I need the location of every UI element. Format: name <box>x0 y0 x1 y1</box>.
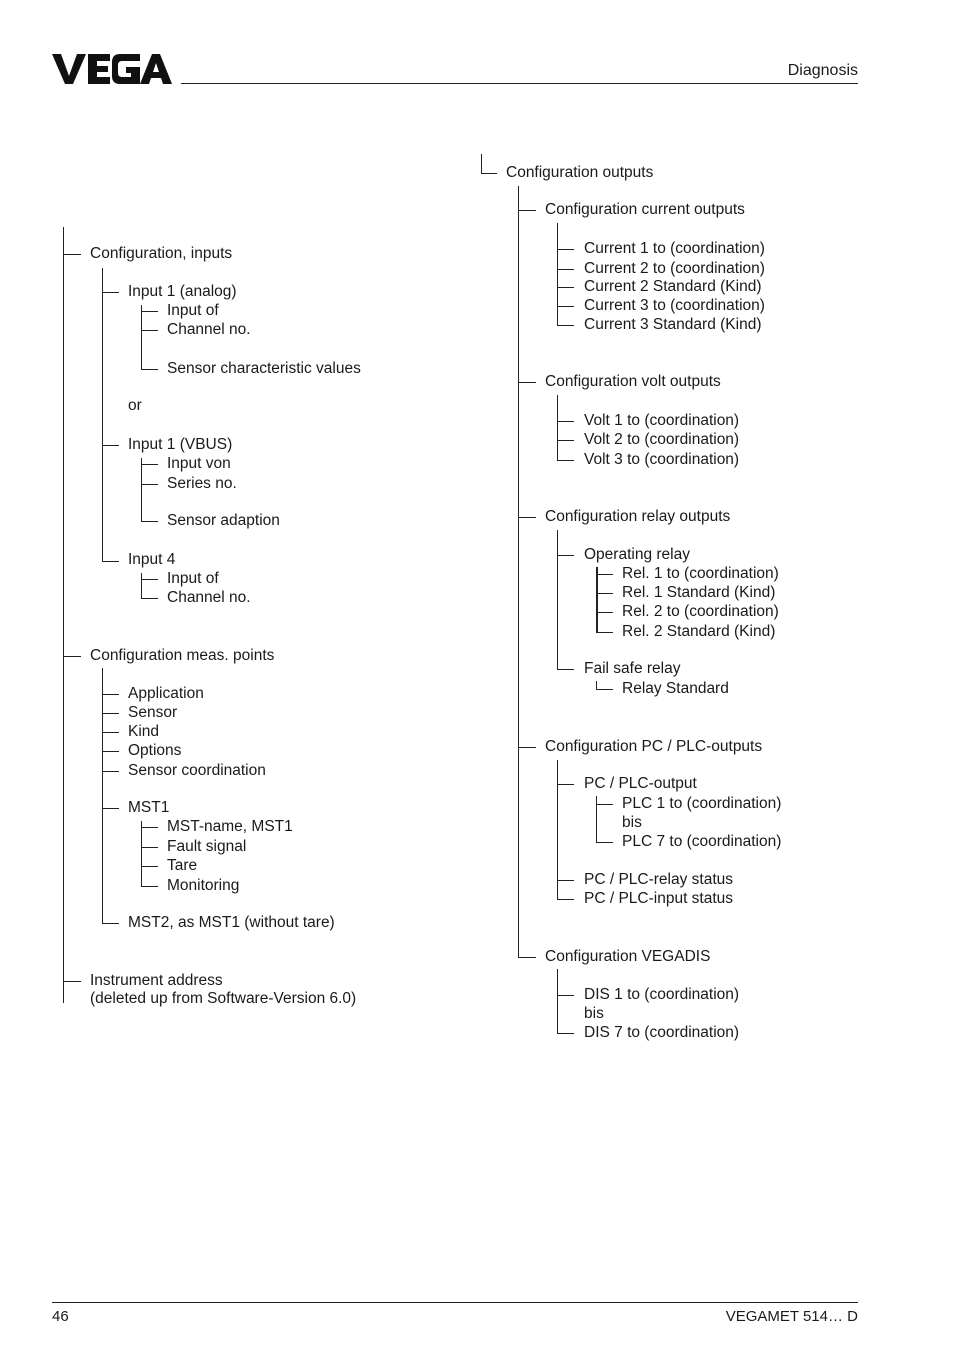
branch <box>141 866 158 867</box>
config-vegadis-label: Configuration VEGADIS <box>545 948 711 965</box>
branch <box>141 484 158 485</box>
config-meas-label: Configuration meas. points <box>90 647 275 664</box>
mst-name-label: MST-name, MST1 <box>167 818 293 835</box>
branch <box>596 689 613 690</box>
current3-label: Current 3 to (coordination) <box>584 297 765 314</box>
application-label: Application <box>128 685 204 702</box>
config-outputs-label: Configuration outputs <box>506 164 654 181</box>
branch <box>102 713 119 714</box>
branch <box>557 325 574 326</box>
config-current-label: Configuration current outputs <box>545 201 745 218</box>
branch <box>63 656 81 657</box>
plc1-label: PLC 1 to (coordination) <box>622 795 782 812</box>
branch <box>596 593 613 594</box>
branch <box>102 923 119 924</box>
relay-standard-label: Relay Standard <box>622 680 729 697</box>
branch <box>596 574 613 575</box>
tare-label: Tare <box>167 857 198 874</box>
deleted-note-label: (deleted up from Software-Version 6.0) <box>90 990 357 1007</box>
branch <box>141 579 158 580</box>
input4-channel-no-label: Channel no. <box>167 589 251 606</box>
volt3-label: Volt 3 to (coordination) <box>584 451 740 468</box>
product-name: VEGAMET 514… D <box>725 1308 858 1325</box>
tree-line <box>481 154 482 174</box>
branch <box>557 555 574 556</box>
config-volt-label: Configuration volt outputs <box>545 373 721 390</box>
plc-bis-label: bis <box>622 814 642 831</box>
branch <box>102 445 119 446</box>
series-no-label: Series no. <box>167 475 237 492</box>
branch <box>102 694 119 695</box>
branch <box>63 981 81 982</box>
config-plc-label: Configuration PC / PLC-outputs <box>545 738 763 755</box>
dis1-label: DIS 1 to (coordination) <box>584 986 740 1003</box>
tree-trunk-left <box>63 227 64 1003</box>
tree-line <box>557 969 558 1034</box>
branch <box>63 254 81 255</box>
branch <box>518 747 536 748</box>
tree-line <box>141 821 142 887</box>
input4-label: Input 4 <box>128 551 176 568</box>
branch <box>102 292 119 293</box>
branch <box>557 421 574 422</box>
branch <box>596 842 613 843</box>
branch <box>557 995 574 996</box>
branch <box>557 669 574 670</box>
branch <box>518 517 536 518</box>
branch <box>141 521 158 522</box>
monitoring-label: Monitoring <box>167 877 240 894</box>
branch <box>557 249 574 250</box>
plc-input-status-label: PC / PLC-input status <box>584 890 734 907</box>
current3-std-label: Current 3 Standard (Kind) <box>584 316 762 333</box>
mst1-label: MST1 <box>128 799 170 816</box>
branch <box>141 464 158 465</box>
branch <box>557 880 574 881</box>
config-relay-label: Configuration relay outputs <box>545 508 731 525</box>
fault-signal-label: Fault signal <box>167 838 247 855</box>
branch <box>557 269 574 270</box>
rel2-std-label: Rel. 2 Standard (Kind) <box>622 623 776 640</box>
sensor-characteristic-label: Sensor characteristic values <box>167 360 361 377</box>
branch <box>557 306 574 307</box>
plc-output-label: PC / PLC-output <box>584 775 697 792</box>
branch <box>141 886 158 887</box>
input-of-label: Input of <box>167 302 219 319</box>
input1-analog-label: Input 1 (analog) <box>128 283 237 300</box>
branch <box>518 382 536 383</box>
tree-line <box>141 305 142 369</box>
current1-label: Current 1 to (coordination) <box>584 240 765 257</box>
kind-label: Kind <box>128 723 160 740</box>
tree-line <box>102 268 103 562</box>
config-inputs-label: Configuration, inputs <box>90 245 233 262</box>
rel1-label: Rel. 1 to (coordination) <box>622 565 779 582</box>
dis7-label: DIS 7 to (coordination) <box>584 1024 740 1041</box>
branch <box>557 784 574 785</box>
rel2-label: Rel. 2 to (coordination) <box>622 603 779 620</box>
current2-label: Current 2 to (coordination) <box>584 260 765 277</box>
tree-line <box>557 530 558 670</box>
branch <box>557 440 574 441</box>
input-von-label: Input von <box>167 455 231 472</box>
or-label: or <box>128 397 142 414</box>
section-title: Diagnosis <box>787 62 858 79</box>
branch <box>141 369 158 370</box>
branch <box>596 612 613 613</box>
branch <box>141 311 158 312</box>
tree-line <box>557 395 558 461</box>
current2-std-label: Current 2 Standard (Kind) <box>584 278 762 295</box>
rel1-std-label: Rel. 1 Standard (Kind) <box>622 584 776 601</box>
branch <box>102 751 119 752</box>
instrument-address-label: Instrument address <box>90 972 223 989</box>
tree-line <box>596 681 597 689</box>
mst2-label: MST2, as MST1 (without tare) <box>128 914 335 931</box>
tree-line <box>102 668 103 924</box>
dis-bis-label: bis <box>584 1005 604 1022</box>
branch <box>596 632 613 633</box>
options-label: Options <box>128 742 182 759</box>
tree-line <box>596 567 598 633</box>
branch <box>518 210 536 211</box>
plc-relay-status-label: PC / PLC-relay status <box>584 871 734 888</box>
tree-line <box>141 573 142 599</box>
branch <box>481 173 497 174</box>
branch <box>102 732 119 733</box>
channel-no-label: Channel no. <box>167 321 251 338</box>
vega-logo <box>52 52 172 86</box>
branch <box>141 330 158 331</box>
sensor-label: Sensor <box>128 704 178 721</box>
branch <box>141 598 158 599</box>
branch <box>518 957 536 958</box>
input1-vbus-label: Input 1 (VBUS) <box>128 436 233 453</box>
page-number: 46 <box>52 1308 69 1325</box>
volt1-label: Volt 1 to (coordination) <box>584 412 740 429</box>
branch <box>557 287 574 288</box>
branch <box>102 771 119 772</box>
sensor-adaption-label: Sensor adaption <box>167 512 280 529</box>
tree-line <box>557 223 558 326</box>
branch <box>102 808 119 809</box>
volt2-label: Volt 2 to (coordination) <box>584 431 740 448</box>
header-rule <box>181 83 858 84</box>
branch <box>141 827 158 828</box>
branch <box>557 1033 574 1034</box>
tree-line <box>141 458 142 521</box>
branch <box>557 460 574 461</box>
tree-trunk-right <box>518 186 519 958</box>
fail-safe-label: Fail safe relay <box>584 660 681 677</box>
plc7-label: PLC 7 to (coordination) <box>622 833 782 850</box>
tree-line <box>557 760 558 900</box>
input4-input-of-label: Input of <box>167 570 219 587</box>
footer-rule <box>52 1302 858 1303</box>
branch <box>141 847 158 848</box>
sensor-coordination-label: Sensor coordination <box>128 762 266 779</box>
operating-relay-label: Operating relay <box>584 546 690 563</box>
branch <box>596 804 613 805</box>
branch <box>102 561 119 562</box>
branch <box>557 899 574 900</box>
